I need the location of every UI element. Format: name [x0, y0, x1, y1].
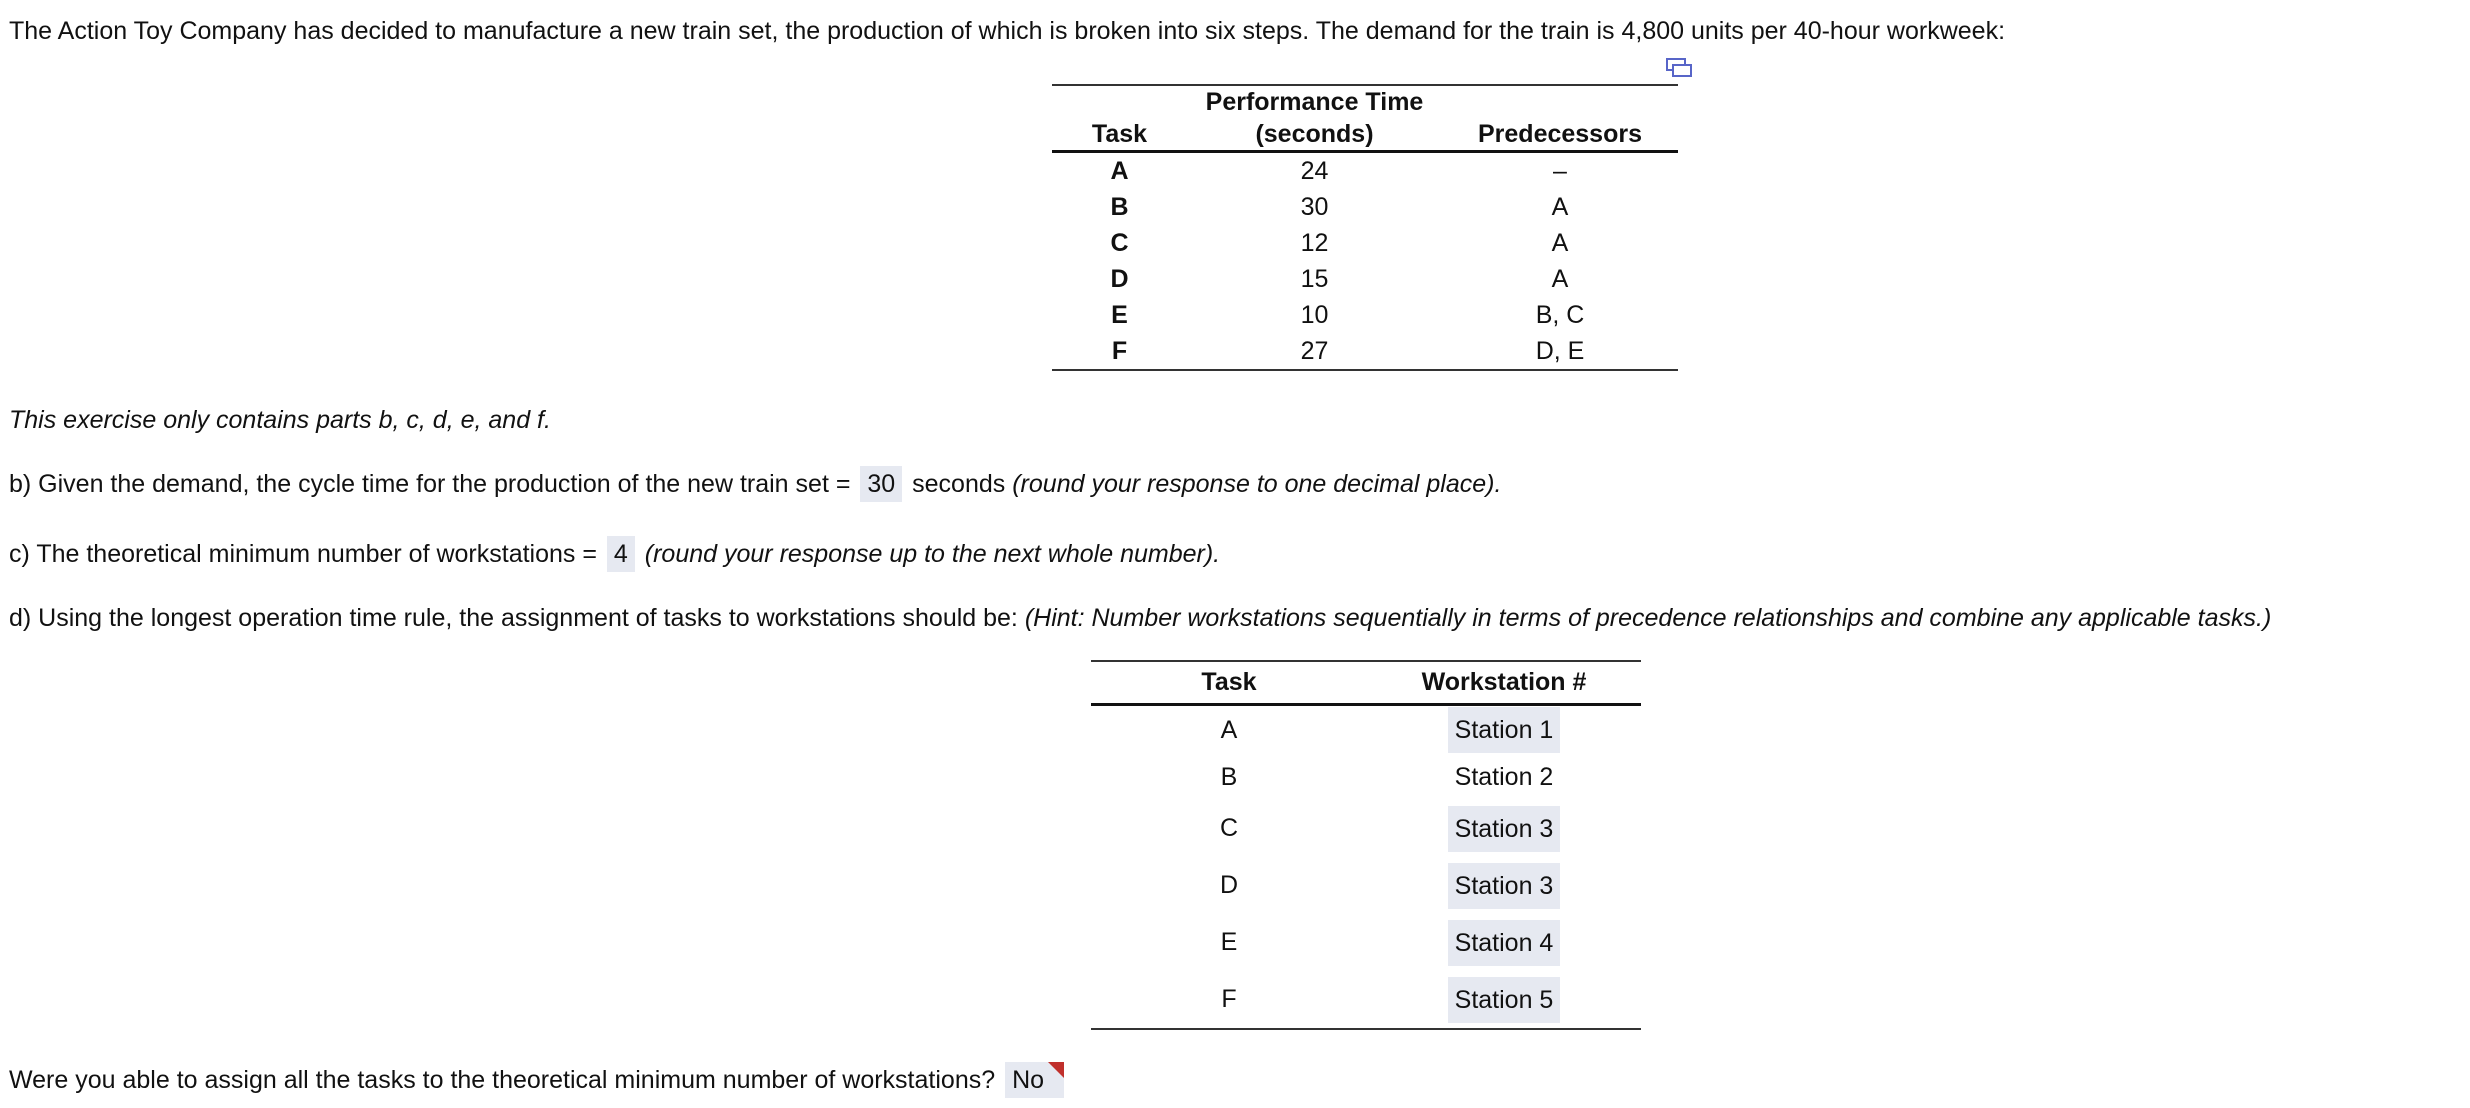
- tasks-table: [1052, 84, 1678, 371]
- min-workstations-answer[interactable]: 4: [607, 536, 635, 572]
- task-cell: C: [1219, 814, 1239, 842]
- part-c: [9, 536, 1220, 572]
- time-cell: 27: [1300, 337, 1329, 365]
- cycle-time-answer[interactable]: 30: [860, 466, 902, 502]
- assignment-table: [1091, 660, 1641, 1030]
- part-b-prefix: b) Given the demand, the cycle time for the production of the new train set =: [9, 470, 851, 498]
- task-cell: F: [1221, 985, 1237, 1013]
- predecessor-cell: B, C: [1535, 301, 1585, 329]
- part-d-hint: (Hint: Number workstations sequentially in terms of precedence relationships and combine any applicable tasks.): [1024, 604, 2272, 632]
- table-row: [1052, 297, 1678, 333]
- predecessor-cell: A: [1551, 193, 1569, 221]
- table-row: [1052, 189, 1678, 225]
- predecessor-cell: –: [1553, 157, 1567, 185]
- header-time-line2: (seconds): [1255, 120, 1374, 148]
- copy-table-icon[interactable]: [1664, 56, 1694, 80]
- predecessor-cell: A: [1551, 265, 1569, 293]
- station-select-c[interactable]: Station 3: [1448, 806, 1561, 852]
- header-predecessors: Predecessors: [1477, 120, 1642, 148]
- station-select-e[interactable]: Station 4: [1448, 920, 1561, 966]
- part-b-unit: seconds: [912, 470, 1006, 498]
- part-c-prefix: c) The theoretical minimum number of workstations =: [9, 540, 597, 568]
- time-cell: 15: [1300, 265, 1329, 293]
- task-cell: A: [1220, 715, 1238, 744]
- task-cell: E: [1220, 928, 1238, 956]
- task-cell: A: [1110, 157, 1129, 185]
- predecessor-cell: A: [1551, 229, 1569, 257]
- time-cell: 30: [1300, 193, 1329, 221]
- assign-all-answer[interactable]: [1005, 1062, 1064, 1098]
- task-cell: D: [1110, 265, 1129, 293]
- assign-all-value: No: [1012, 1066, 1045, 1094]
- exercise-note: This exercise only contains parts b, c, d, e, and f.: [9, 406, 551, 434]
- table-row: [1052, 261, 1678, 297]
- header-workstation: Workstation #: [1421, 668, 1587, 696]
- question-e: [9, 1062, 1067, 1098]
- task-cell: B: [1220, 762, 1238, 791]
- part-b-hint: (round your response to one decimal place).: [1012, 470, 1502, 498]
- header-task: Task: [1091, 120, 1148, 148]
- table-row: [1091, 857, 1641, 914]
- table-row: [1091, 971, 1641, 1029]
- part-d: [9, 603, 2271, 633]
- table-row: [1052, 152, 1678, 190]
- incorrect-flag-icon: [1048, 1062, 1064, 1078]
- task-cell: F: [1111, 337, 1128, 365]
- task-cell: B: [1110, 193, 1129, 221]
- task-cell: E: [1111, 301, 1128, 329]
- predecessor-cell: D, E: [1535, 337, 1585, 365]
- table-row: [1091, 800, 1641, 857]
- part-d-prefix: d) Using the longest operation time rule, the assignment of tasks to workstations should be:: [9, 604, 1018, 632]
- station-select-d[interactable]: Station 3: [1448, 863, 1561, 909]
- station-select-f[interactable]: Station 5: [1448, 977, 1561, 1023]
- table-row: [1052, 225, 1678, 261]
- header-performance-time: [1187, 85, 1442, 152]
- time-cell: 10: [1300, 301, 1329, 329]
- table-row: [1091, 705, 1641, 755]
- question-text: Were you able to assign all the tasks to the theoretical minimum number of workstations?: [9, 1066, 996, 1094]
- station-select-b[interactable]: Station 2: [1454, 763, 1554, 791]
- time-cell: 24: [1300, 157, 1329, 185]
- table-row: [1091, 754, 1641, 800]
- table-row: [1091, 914, 1641, 971]
- header-task: Task: [1201, 668, 1257, 696]
- intro-text: The Action Toy Company has decided to manufacture a new train set, the production of which is broken into six steps. The demand for the train is 4,800 units per 40-hour workweek:: [9, 17, 2006, 45]
- part-b: [9, 466, 1501, 502]
- table-row: [1052, 333, 1678, 370]
- part-c-hint: (round your response up to the next whole number).: [644, 540, 1221, 568]
- header-time-line1: Performance Time: [1205, 88, 1424, 116]
- time-cell: 12: [1300, 229, 1329, 257]
- station-select-a[interactable]: Station 1: [1448, 707, 1561, 753]
- task-cell: D: [1219, 871, 1239, 899]
- task-cell: C: [1110, 229, 1129, 257]
